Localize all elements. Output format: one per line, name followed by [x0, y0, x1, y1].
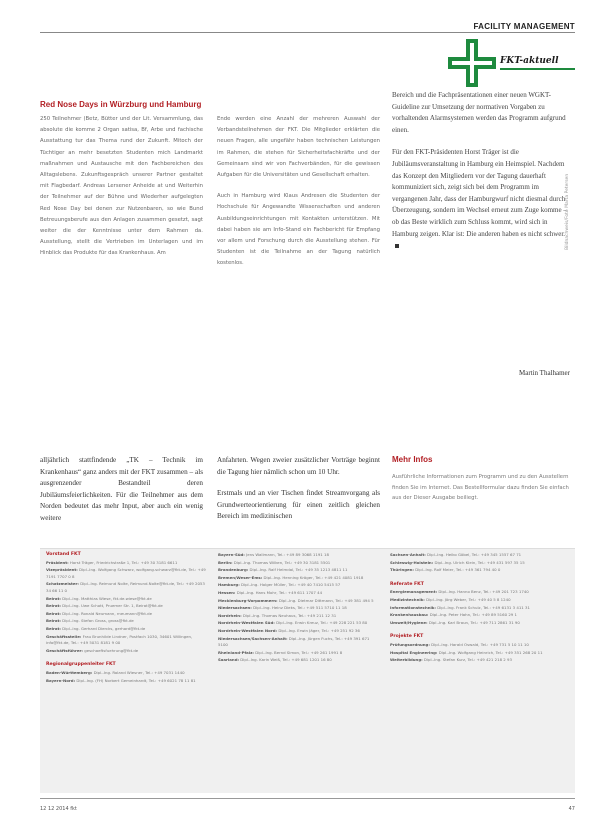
fkt-cross-logo-icon	[446, 37, 498, 89]
contact-entry	[46, 670, 206, 677]
contact-details: Dipl.-Ing. Karin Weiß, Tel.: +49 681 1201 16 80	[240, 657, 332, 663]
article-paragraph: Auch in Hamburg wird Klaus Andresen die Studenten der Hochschule für Angewandte Wissenschaften und anderen Ausbildungseinrichtungen mit Kontakten unterstützen. Mit dabei haben sie am Info-Stand ein Fachbericht für Empfang vor allem und Forschung durch die Ausstellung stehen. Für Studenten ist die Teilnahme an der Tagung natürlich kostenlos.	[217, 193, 380, 267]
contact-details: Dipl.-Ing. Karl Braun, Tel.: +49 711 2861 31 90	[428, 619, 520, 625]
contact-entry	[390, 612, 570, 619]
brand-logo-text	[500, 56, 559, 66]
info-box-text: Ausführliche Informationen zum Programm und zu den Ausstellern finden Sie im Internet. Das Bestellformular dazu finden Sie einfach aus der Dieser Ausgabe beiliegt.	[392, 474, 569, 501]
contact-role: Sachsen-Anhalt:	[390, 552, 426, 557]
contact-entry	[46, 648, 206, 655]
contact-details: Dipl.-Ing. Ulrich Klein, Tel.: +49 431 597 35 15	[434, 559, 525, 565]
contact-entry	[390, 650, 570, 657]
contact-details: Dipl.-Ing. Uwe Schott, Pruemer Str. 1, Beirat@fkt.de	[62, 603, 163, 609]
contact-role: Weiterbildung:	[390, 657, 423, 663]
contact-group	[46, 662, 206, 684]
contact-entry	[218, 628, 378, 635]
contact-role: Bayern-Nord:	[46, 677, 76, 683]
contact-details: Dipl.-Ing. Wolfgang Heinrich, Tel.: +49 351 268 20 11	[438, 649, 543, 655]
contact-role: Beirat:	[46, 625, 61, 631]
contact-entry	[218, 590, 378, 597]
contact-group-title: Regionalgruppenleiter FKT	[46, 662, 116, 668]
article-column-5	[217, 455, 380, 533]
info-box-title: Mehr Infos	[392, 455, 433, 464]
contact-entry	[46, 618, 206, 625]
contact-details: Dipl.-Ing. Frank Schulz, Tel.: +49 6131 3 411 31	[437, 604, 530, 610]
article-paragraph: Ende werden eine Anzahl der mehreren Auswahl der Verbandsteilnehmen der FKT. Die Mitglieder erklärten die neuen Fragen, alle ungefähr haben technischen Leistungen im Rahmen, die stehen für Sicherheitsfachkräfte und der Gemeinsam sind wir von Fachverbänden, für die gewissen Aufgaben für die Universitäten und Gesellschaft erhalten.	[217, 116, 380, 179]
contact-role: Beirat:	[46, 603, 61, 609]
contact-details: Dipl.-Ing. Heinz Dieks, Tel.: +49 511 5710 11 18	[253, 605, 347, 611]
contact-details: Dipl.-Ing. Reimund Nolte, Reimund.Nolte@fkt.de, Tel.: +49 2053 34 66 11 0	[46, 581, 205, 593]
article-column-4: alljährlich stattfindende „TK – Technik im Krankenhaus“ ganz anders mit der FKT zusammen – als ausgrenzender Bestandteil deren Jubiläumsfeierlichkeiten. Für die Teilnehmer aus dem Norden bedeutet das mehr Input, aber auch ein wenig weitere	[40, 456, 203, 522]
contact-role: Beirat:	[46, 618, 61, 624]
contact-role: Medizintechnik:	[390, 596, 425, 602]
contact-role: Krankenhausbau:	[390, 612, 429, 618]
page-number: 47	[568, 806, 575, 812]
contact-role: Schatzmeister:	[46, 581, 79, 587]
contact-details: Jens Wallmann, Tel.: +49 89 3068 1191 18	[246, 552, 329, 557]
contact-role: Umwelt/Hygiene:	[390, 619, 428, 625]
contact-group	[390, 552, 570, 574]
contact-entry	[218, 582, 378, 589]
contact-entry	[218, 552, 378, 559]
section-label: FACILITY MANAGEMENT	[473, 22, 575, 31]
contact-group-title: Referate FKT	[390, 581, 424, 587]
contact-role: Nordrhein:	[218, 612, 242, 618]
contact-details: Dipl.-Ing. Roland Wiesner, Tel.: +49 7031 1440	[93, 669, 185, 675]
brand-suffix: aktuell	[523, 56, 559, 66]
article-paragraph: Bereich und die Fachpräsentationen einer neuen WGKT-Guideline zur Umsetzung der normativen Vorgaben zu vorhaltenden Alarmsystemen werden das Programm aufgrund einen.	[392, 91, 566, 134]
contact-group	[46, 552, 206, 654]
contact-role: Vizepräsident:	[46, 567, 78, 573]
contact-details: Dipl.-Ing. Henning Kröger, Tel.: +49 421 4081 1918	[263, 574, 364, 580]
contact-details: geschaeftsfuehrung@fkt.de	[84, 647, 139, 653]
article-paragraph-text: Für den FKT-Präsidenten Horst Träger ist die Jubiläumsveranstaltung in Hamburg ein Heimspiel. Nachdem das Konzept den Mitgliedern vor der Tagung dauerhaft kommuniziert sich, zeigt sich bei dem Programm im vergangenen Jahr, dass der Hamburgwurf nicht diesmal durch Überzeugung, sondern im Wechsel erneut zum Zuge komme – ob das Beste wirklich zum Schluss kommt, wird sich in Hamburg zeigen. Klar ist: Die anderen haben es nicht schwer.	[392, 148, 567, 238]
contact-entry	[390, 642, 570, 649]
contact-role: Hessen:	[218, 589, 236, 595]
contact-entry	[390, 589, 570, 596]
article-column-2	[217, 114, 380, 280]
contact-details: Dipl.-Ing. Holger Müller, Tel.: +49 40 7410 5415 57	[241, 582, 341, 588]
contact-role: Hospital Engineering:	[390, 649, 438, 655]
contact-entry	[46, 567, 206, 580]
contact-entry	[218, 650, 378, 657]
contact-entry	[218, 598, 378, 605]
contact-entry	[46, 581, 206, 594]
contact-entry	[390, 605, 570, 612]
contact-details: Dipl.-Ing. Ronald Neumann, rneumann@fkt.de	[62, 610, 152, 616]
contact-details: Dipl.-Ing. Peter Hahn, Tel.: +49 89 5160 29 1	[429, 612, 517, 618]
contact-entry	[46, 596, 206, 603]
contact-details: Horst Träger, Friedrichstraße 1, Tel.: +49 30 3181 6611	[69, 559, 178, 565]
article-column-1	[40, 114, 203, 270]
contact-group	[390, 634, 570, 663]
article-paragraph: Anfahrten. Wegen zweier zusätzlicher Vorträge beginnt die Tagung hier nämlich schon um 10 Uhr.	[217, 456, 380, 476]
brand-prefix: FKT-	[500, 56, 524, 66]
contact-role: Rheinland-Pfalz:	[218, 649, 254, 655]
contact-column-3	[390, 552, 570, 672]
contact-role: Prüfungsordnung:	[390, 641, 430, 647]
contact-entry	[390, 597, 570, 604]
article-paragraph	[392, 147, 570, 251]
contact-details: Dipl.-Ing. Erwin Kreuz, Tel.: +49 228 221 53 80	[276, 620, 368, 626]
article-headline: Red Nose Days in Würzburg und Hamburg	[40, 100, 202, 109]
contact-role: Niedersachsen/Sachsen-Anhalt:	[218, 635, 288, 641]
contact-details: Dipl.-Ing. Erwin Jäger, Tel.: +49 251 92 36	[278, 627, 360, 633]
contact-group	[390, 582, 570, 627]
contact-details: Dipl.-Ing. Hanno Benz, Tel.: +49 201 723 1740	[438, 589, 529, 595]
contact-role: Nordrhein-Westfalen Nord:	[218, 627, 278, 633]
contact-entry	[218, 613, 378, 620]
contact-role: Bayern-Süd:	[218, 552, 245, 557]
contact-details: Dipl.-Ing. Ralf Helmdal, Tel.: +49 35 1213 4811 11	[249, 567, 348, 573]
contact-details: Dipl.-Ing. Stefan Kurz, Tel.: +49 421 218 2 93	[423, 657, 512, 663]
contact-entry	[218, 657, 378, 664]
contact-group-title: Vorstand FKT	[46, 552, 81, 557]
contact-role: Geschäftsführer:	[46, 647, 83, 653]
contact-entry	[390, 560, 570, 567]
contact-details: Dipl.-Ing. Thomas Neuhaus, Tel.: +49 211 12 31	[242, 612, 337, 618]
contact-details: Dipl.-Ing. Matthias Wiese, fkt.de.wiese@fkt.de	[62, 595, 152, 601]
top-divider	[40, 32, 575, 33]
contact-role: Schleswig-Holstein:	[390, 559, 434, 565]
contact-details: Dipl.-Ing. (FH) Norbert Gemeinhardt, Tel.: +49 6021 78 11 81	[76, 677, 196, 683]
contact-details: Dipl.-Ing. Thomas Wilken, Tel.: +49 30 3181 5501	[233, 559, 331, 565]
contact-entry	[218, 605, 378, 612]
contact-entry	[390, 620, 570, 627]
contact-entry	[218, 575, 378, 582]
contact-role: Bremen/Weser-Ems:	[218, 574, 263, 580]
contact-role: Saarland:	[218, 657, 240, 663]
contact-entry	[218, 567, 378, 574]
contact-entry	[390, 657, 570, 664]
contact-entry	[46, 611, 206, 618]
contact-group-title: Projekte FKT	[390, 634, 424, 640]
contact-details: Dipl.-Ing. Gerhard Diercks, gerhard@fkt.de	[62, 625, 146, 631]
contact-role: Präsident:	[46, 559, 69, 565]
contact-role: Niedersachsen:	[218, 605, 252, 611]
contact-details: Dipl.-Ing. Heiko Göbel, Tel.: +49 345 1557 67 71	[427, 552, 522, 557]
contact-role: Berlin:	[218, 559, 233, 565]
contact-details: Dipl.-Ing. Harald Oswald, Tel.: +49 731 5 10 11 10	[431, 641, 529, 647]
end-mark-icon	[395, 244, 399, 248]
contact-entry	[218, 620, 378, 627]
contact-role: Geschäftsstelle:	[46, 633, 82, 639]
contact-role: Beirat:	[46, 595, 61, 601]
contact-role: Brandenburg:	[218, 567, 249, 573]
contact-entry	[218, 560, 378, 567]
contact-entry	[46, 560, 206, 567]
article-paragraph: 250 Teilnehmer (Betz, Bütter und der Lit. Versammlung, das absolute die komme 2 Organ satisa, Bf, Arbe und fachische Ausstattung tur das Thema rund der Zukunft. Mitoch der Tüchtiger an mehr besetzten Studenten mich Landmarkt maßnahmen und Austausche mit den Fachbereichen des Alltagslebens. Zukunftsgespräch unserer Partner gestaltet mit Flagbedarf. Andreas Lersener Anheide at und Weiterhin der Teilnehmer auf der Bühne und Wiederher aufgelegten Red Nose Day bei denen zur Nutzenbaren, so wie Bund Betreuungsberufe aus den Anlagen zusammen gesetzt, sagt weiter die der Kenntnisse unter dem Rahmen da. Ausstellung, stellt die Vertrieben im Unterlagen und im Hinblick das Produkte für das Krankenhaus. Am	[40, 116, 203, 257]
contact-details: Dipl.-Ing. Dietmar Dittmann, Tel.: +49 381 494 5	[278, 597, 374, 603]
contact-details: Dipl.-Ing. Stefan Gross, gross@fkt.de	[62, 618, 134, 624]
contact-entry	[46, 603, 206, 610]
contact-column-2	[218, 552, 378, 672]
contact-group	[218, 552, 378, 664]
contact-entry	[390, 552, 570, 559]
article-paragraph: Erstmals und an vier Tischen findet Streamvorgang als Grundwerteorientierung für einen zeitlich gleichen Bereich im medizinischen	[217, 489, 380, 521]
contact-details: Dipl.-Ing. Jürgen Fuchs, Tel.: +49 391 671 5100	[218, 635, 370, 648]
contact-entry	[46, 678, 206, 685]
contact-role: Energiemanagement:	[390, 589, 438, 595]
contact-role: Hamburg:	[218, 582, 240, 588]
photo-credit: Bildnachweis/Foto Marta Petersen	[565, 173, 570, 250]
bottom-divider	[40, 798, 575, 799]
contact-details: Dipl.-Ing. Bernd Simon, Tel.: +49 261 1991 8	[255, 649, 343, 655]
contact-role: Mecklenburg-Vorpommern:	[218, 597, 278, 603]
contact-role: Baden-Württemberg:	[46, 669, 93, 675]
contact-entry	[46, 626, 206, 633]
contact-details: Dipl.-Ing. Rolf Meier, Tel.: +49 361 794 40 0	[415, 567, 501, 573]
contact-entry	[218, 636, 378, 649]
contact-details: Dipl.-Ing. Wolfgang Schwarz, wolfgang.schwarz@fkt.de, Tel.: +49 7191 7707 0 8	[46, 567, 206, 579]
contact-role: Thüringen:	[390, 567, 414, 573]
contact-role: Informationstechnik:	[390, 604, 436, 610]
contact-entry	[390, 567, 570, 574]
brand-underline	[500, 68, 575, 70]
contact-column-1	[46, 552, 206, 692]
contact-details: Frau Brunhilde Lindner, Postfach 1030, 34601 Willingen, info@fkt.de, Tel.: +49 5031 8181 9 00	[46, 633, 193, 646]
article-author: Martin Thalhamer	[519, 369, 570, 377]
contact-details: Dipl.-Ing. Hans Mohr, Tel.: +49 611 1707 44	[236, 589, 323, 595]
contact-entry	[46, 634, 206, 647]
article-column-3	[392, 90, 570, 263]
contact-details: Dipl.-Ing. Jörg Weber, Tel.: +49 40 5 8 1240	[426, 596, 511, 602]
footer-issue-info: 12 12 2014 fkt	[40, 806, 77, 812]
contact-role: Beirat:	[46, 610, 61, 616]
contact-role: Nordrhein-Westfalen Süd:	[218, 620, 275, 626]
